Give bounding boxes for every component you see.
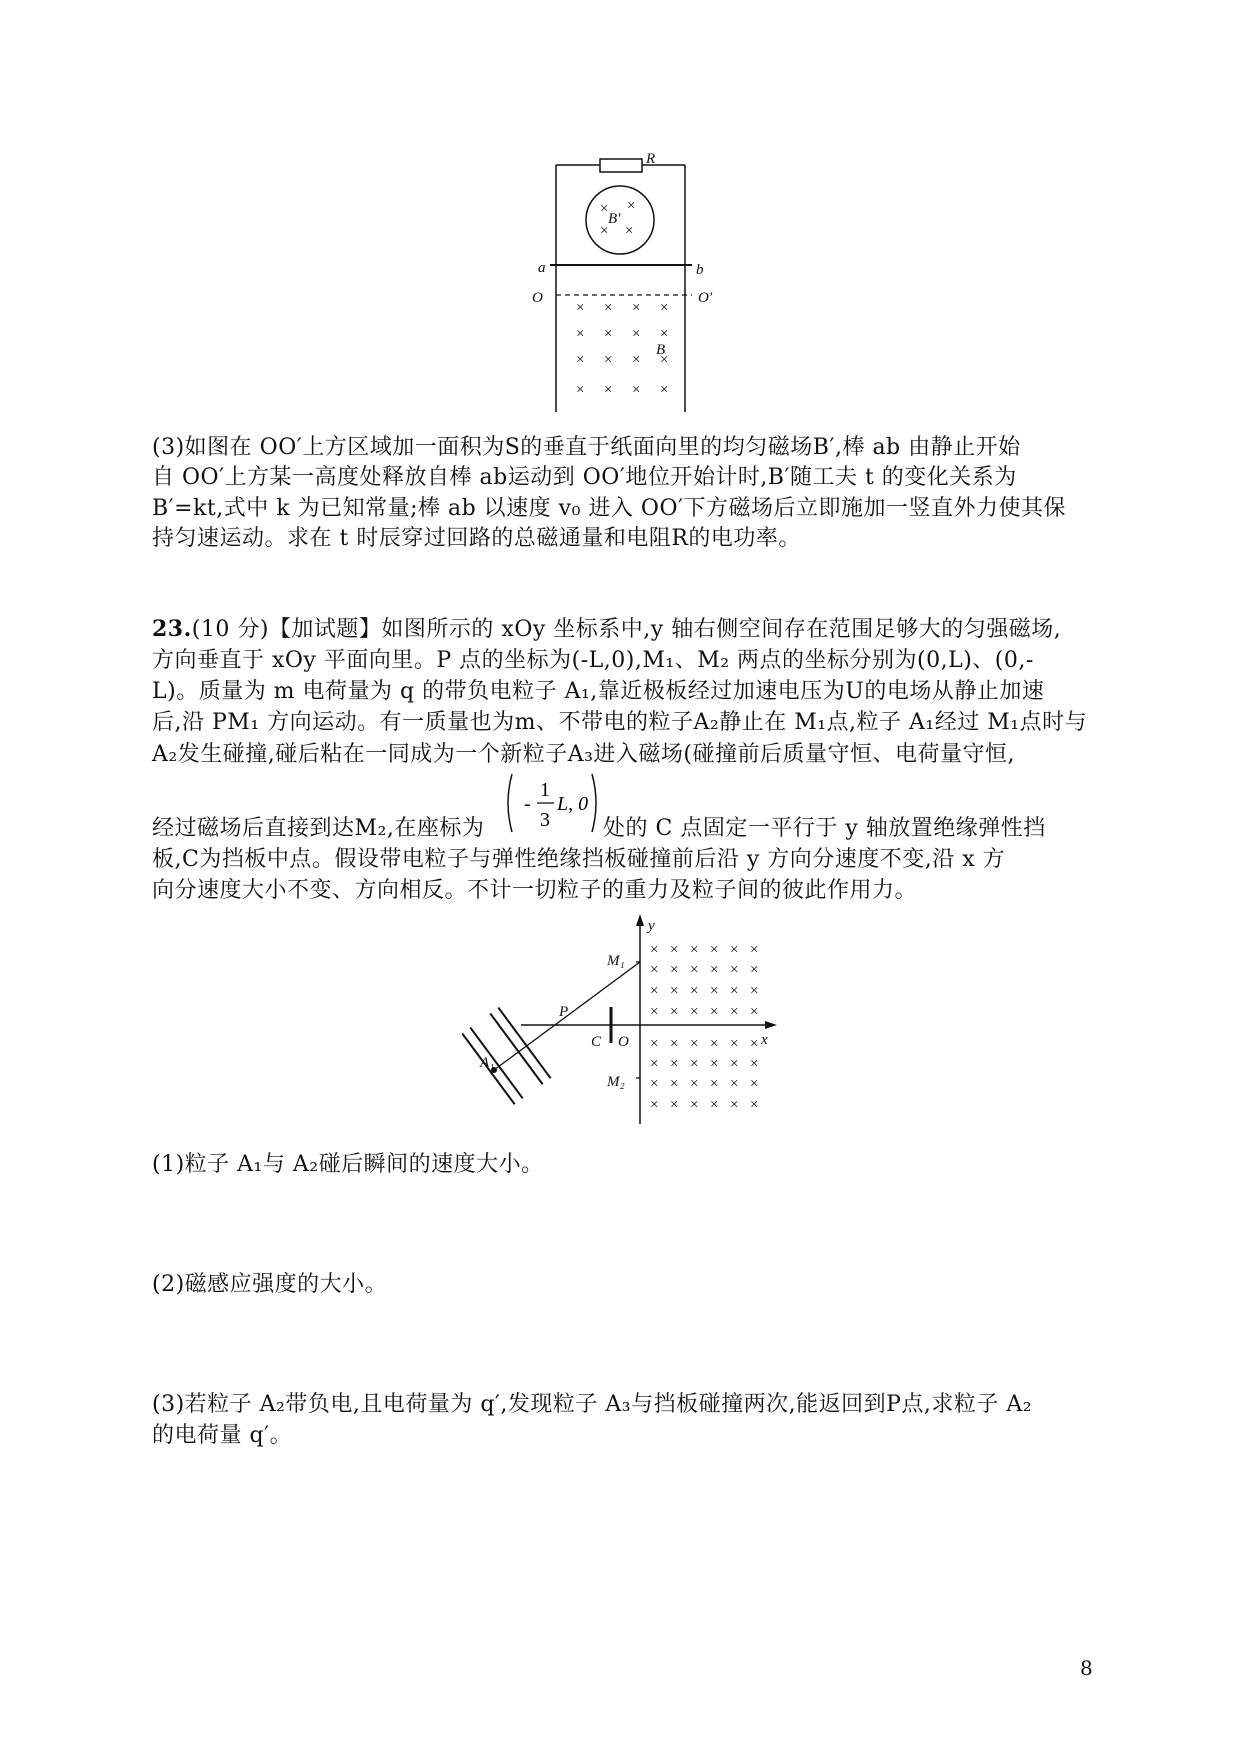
svg-text:×: × bbox=[604, 382, 613, 398]
svg-text:×: × bbox=[710, 962, 719, 978]
q23-line-5: A₂发生碰撞,碰后粘在一同成为一个新粒子A₃进入磁场(碰撞前后质量守恒、电荷量守恒, bbox=[152, 742, 1015, 767]
svg-text:×: × bbox=[576, 326, 585, 342]
svg-text:×: × bbox=[650, 1097, 659, 1113]
label-P: P bbox=[559, 1004, 569, 1020]
svg-text:×: × bbox=[730, 1036, 739, 1052]
svg-text:×: × bbox=[627, 198, 636, 214]
label-x: x bbox=[761, 1032, 768, 1048]
figure-2-coordinate-system bbox=[455, 910, 785, 1135]
svg-text:×: × bbox=[650, 983, 659, 999]
q22-part3-line-4: 持匀速运动。求在 t 时辰穿过回路的总磁通量和电阻R的电功率。 bbox=[152, 526, 801, 551]
svg-text:×: × bbox=[750, 1097, 759, 1113]
coord-minus: - bbox=[524, 793, 531, 815]
coord-tail: L, 0 bbox=[557, 793, 589, 815]
q22-part3-line-3: B′=kt,式中 k 为已知常量;棒 ab 以速度 v₀ 进入 OO′下方磁场后立即施加一竖直外力使其保 bbox=[152, 496, 1066, 521]
svg-text:×: × bbox=[670, 962, 679, 978]
svg-text:×: × bbox=[670, 983, 679, 999]
svg-text:×: × bbox=[690, 1097, 699, 1113]
coordinate-C-expression bbox=[502, 770, 602, 836]
svg-text:×: × bbox=[750, 1056, 759, 1072]
resistor-R bbox=[600, 159, 642, 172]
svg-text:×: × bbox=[650, 1036, 659, 1052]
svg-text:×: × bbox=[690, 942, 699, 958]
svg-text:×: × bbox=[750, 1036, 759, 1052]
svg-text:×: × bbox=[576, 300, 585, 316]
svg-text:×: × bbox=[600, 201, 609, 217]
label-Oprime: O′ bbox=[698, 290, 713, 306]
label-y: y bbox=[648, 918, 655, 934]
svg-text:×: × bbox=[690, 1056, 699, 1072]
svg-text:×: × bbox=[660, 382, 669, 398]
q22-part3-line-2: 自 OO′上方某一高度处释放自棒 ab运动到 OO′地位开始计时,B′随工夫 t 的变化关系为 bbox=[152, 465, 1017, 490]
figure-1-circuit bbox=[520, 150, 730, 425]
svg-text:×: × bbox=[710, 983, 719, 999]
svg-text:×: × bbox=[670, 1056, 679, 1072]
page-number: 8 bbox=[1080, 1656, 1093, 1680]
svg-text:×: × bbox=[576, 352, 585, 368]
label-R: R bbox=[646, 151, 656, 167]
svg-text:×: × bbox=[690, 962, 699, 978]
label-C: C bbox=[591, 1034, 602, 1050]
svg-text:×: × bbox=[670, 1076, 679, 1092]
svg-text:×: × bbox=[690, 1036, 699, 1052]
svg-text:×: × bbox=[730, 962, 739, 978]
q23-part1: (1)粒子 A₁与 A₂碰后瞬间的速度大小。 bbox=[152, 1152, 544, 1177]
q22-part3-line-1: (3)如图在 OO′上方区域加一面积为S的垂直于纸面向里的均匀磁场B′,棒 ab 由静止开始 bbox=[152, 435, 1021, 460]
svg-text:×: × bbox=[730, 1097, 739, 1113]
q23-line-6-after: 处的 C 点固定一平行于 y 轴放置绝缘弹性挡 bbox=[603, 816, 1046, 841]
svg-text:×: × bbox=[690, 1004, 699, 1020]
svg-text:×: × bbox=[600, 223, 609, 239]
label-M1: M₁ bbox=[607, 953, 625, 969]
svg-text:×: × bbox=[730, 1056, 739, 1072]
label-Bprime: B′ bbox=[608, 211, 621, 227]
q23-line-4: 后,沿 PM₁ 方向运动。有一质量也为m、不带电的粒子A₂静止在 M₁点,粒子 A₁经过 M₁点时与 bbox=[152, 710, 1088, 735]
svg-text:×: × bbox=[730, 942, 739, 958]
svg-text:×: × bbox=[670, 1036, 679, 1052]
svg-text:×: × bbox=[690, 983, 699, 999]
label-B: B bbox=[656, 342, 666, 358]
svg-text:×: × bbox=[710, 1076, 719, 1092]
q23-line-8: 向分速度大小不变、方向相反。不计一切粒子的重力及粒子间的彼此作用力。 bbox=[152, 878, 918, 903]
svg-text:×: × bbox=[604, 352, 613, 368]
svg-text:×: × bbox=[730, 1076, 739, 1092]
svg-text:×: × bbox=[710, 1056, 719, 1072]
question-number-23: 23. bbox=[152, 616, 192, 642]
svg-text:×: × bbox=[750, 1076, 759, 1092]
label-M2: M₂ bbox=[607, 1074, 625, 1090]
label-a: a bbox=[538, 260, 546, 276]
svg-text:×: × bbox=[632, 382, 641, 398]
svg-text:×: × bbox=[690, 1076, 699, 1092]
q23-part2: (2)磁感应强度的大小。 bbox=[152, 1272, 388, 1297]
svg-text:×: × bbox=[650, 1004, 659, 1020]
svg-text:×: × bbox=[632, 300, 641, 316]
svg-text:×: × bbox=[650, 962, 659, 978]
svg-text:×: × bbox=[750, 983, 759, 999]
label-b: b bbox=[696, 262, 704, 278]
q23-line-7: 板,C为挡板中点。假设带电粒子与弹性绝缘挡板碰撞前后沿 y 方向分速度不变,沿 x 方 bbox=[152, 847, 1006, 872]
svg-text:×: × bbox=[576, 382, 585, 398]
svg-text:×: × bbox=[670, 942, 679, 958]
q23-line-3: L)。质量为 m 电荷量为 q 的带负电粒子 A₁,靠近极板经过加速电压为U的电场从静止加速 bbox=[152, 679, 1045, 704]
q23-part3-line-2: 的电荷量 q′。 bbox=[152, 1423, 293, 1448]
svg-text:×: × bbox=[650, 942, 659, 958]
q23-line-1: 23.(10 分)【加试题】如图所示的 xOy 坐标系中,y 轴右侧空间存在范围足够大的匀强磁场, bbox=[152, 616, 1062, 642]
svg-text:×: × bbox=[710, 1097, 719, 1113]
label-O: O bbox=[532, 290, 543, 306]
svg-text:×: × bbox=[632, 352, 641, 368]
svg-text:×: × bbox=[660, 352, 669, 368]
label-O: O bbox=[618, 1034, 629, 1050]
q23-part3-line-1: (3)若粒子 A₂带负电,且电荷量为 q′,发现粒子 A₃与挡板碰撞两次,能返回到P点,求粒子 A₂ bbox=[152, 1392, 1033, 1417]
svg-text:×: × bbox=[604, 326, 613, 342]
trajectory-A1-to-M1 bbox=[494, 962, 640, 1070]
svg-text:×: × bbox=[750, 962, 759, 978]
coord-denominator: 3 bbox=[540, 809, 550, 831]
q23-line-6-before: 经过磁场后直接到达M₂,在座标为 bbox=[152, 816, 485, 841]
svg-text:×: × bbox=[750, 1004, 759, 1020]
svg-text:×: × bbox=[750, 942, 759, 958]
svg-text:×: × bbox=[670, 1097, 679, 1113]
svg-text:×: × bbox=[625, 223, 634, 239]
field-B-marks bbox=[576, 300, 668, 398]
svg-text:×: × bbox=[650, 1076, 659, 1092]
svg-text:×: × bbox=[730, 983, 739, 999]
svg-text:×: × bbox=[660, 326, 669, 342]
label-A1: A₁ bbox=[480, 1055, 495, 1071]
svg-text:×: × bbox=[710, 1036, 719, 1052]
svg-text:×: × bbox=[710, 1004, 719, 1020]
svg-text:×: × bbox=[650, 1056, 659, 1072]
field-marks bbox=[650, 942, 758, 1113]
accelerating-plates bbox=[462, 1008, 550, 1105]
svg-text:×: × bbox=[660, 300, 669, 316]
svg-text:×: × bbox=[730, 1004, 739, 1020]
coord-numerator: 1 bbox=[540, 779, 550, 801]
svg-text:×: × bbox=[710, 942, 719, 958]
svg-text:×: × bbox=[670, 1004, 679, 1020]
svg-text:×: × bbox=[632, 326, 641, 342]
q23-line-2: 方向垂直于 xOy 平面向里。P 点的坐标为(-L,0),M₁、M₂ 两点的坐标分别为(0,L)、(0,- bbox=[152, 648, 1034, 673]
svg-text:×: × bbox=[604, 300, 613, 316]
